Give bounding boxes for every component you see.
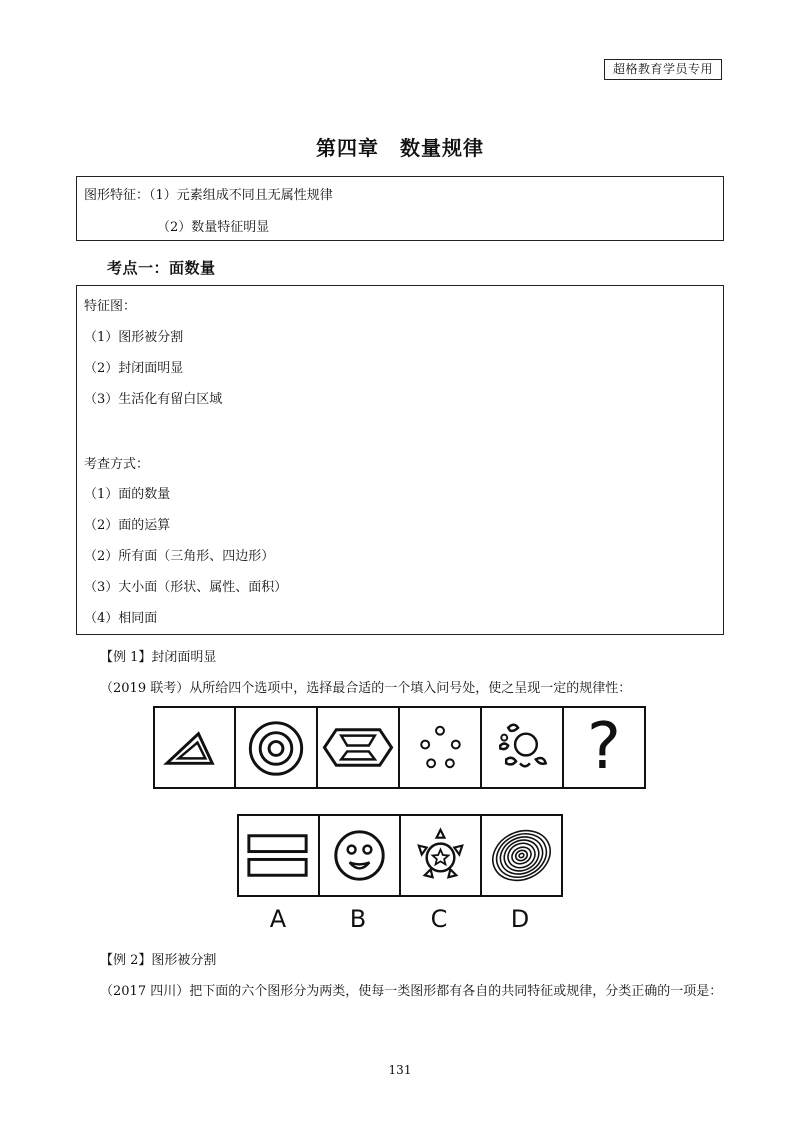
example-2-question: （2017 四川）把下面的六个图形分为两类，使每一类图形都有各自的共同特征或规律，分类正确的一项是： [100,984,723,999]
question-figure-hexagon [316,706,400,789]
section-box [76,285,724,635]
question-figure-dots [398,706,482,789]
star-in-circle-icon [401,816,480,895]
features-box [76,176,724,241]
example-1-question: （2019 联考）从所给四个选项中，选择最合适的一个填入问号处，使之呈现一定的规律性： [100,681,632,696]
method-heading: 考查方式： [84,457,150,472]
student-exclusive-tag: 超格教育学员专用 [604,59,722,80]
swirl-shapes-icon [482,708,562,787]
method-item: （2）所有面（三角形、四边形） [84,549,275,564]
feature-item: （2）封闭面明显 [84,361,184,376]
section-title: 考点一：面数量 [107,259,216,277]
features-line-1: 图形特征：（1）元素组成不同且无属性规律 [84,188,333,203]
option-b-figure[interactable] [318,814,401,897]
question-mark-cell [562,706,646,789]
option-c-figure[interactable] [399,814,482,897]
question-figure-circles [234,706,318,789]
nested-triangle-icon [155,708,234,787]
two-rectangles-icon [239,816,318,895]
option-d-figure[interactable] [480,814,563,897]
method-item: （3）大小面（形状、属性、面积） [84,580,288,595]
split-hexagon-icon [318,708,398,787]
page-number: 131 [388,1063,412,1077]
feature-heading: 特征图： [84,299,137,314]
option-a-figure[interactable] [237,814,320,897]
method-item: （4）相同面 [84,611,158,626]
smiley-face-icon [320,816,399,895]
concentric-circles-icon [236,708,316,787]
five-small-circles-icon [400,708,480,787]
features-line-2: （2）数量特征明显 [157,220,270,235]
option-c-label[interactable]: C [430,905,448,933]
question-figure-swirls [480,706,564,789]
method-item: （1）面的数量 [84,487,171,502]
method-item: （2）面的运算 [84,518,171,533]
feature-item: （3）生活化有留白区域 [84,392,223,407]
example-2-title: 【例 2】图形被分割 [100,953,217,968]
question-figure-triangle [153,706,236,789]
feature-item: （1）图形被分割 [84,330,184,345]
option-a-label[interactable]: A [269,905,287,933]
example-1-title: 【例 1】封闭面明显 [100,650,217,665]
option-b-label[interactable]: B [349,905,367,933]
question-mark: ? [587,710,621,784]
chapter-title: 第四章 数量规律 [316,136,484,160]
concentric-ellipses-icon [482,816,561,895]
option-d-label[interactable]: D [510,905,530,933]
